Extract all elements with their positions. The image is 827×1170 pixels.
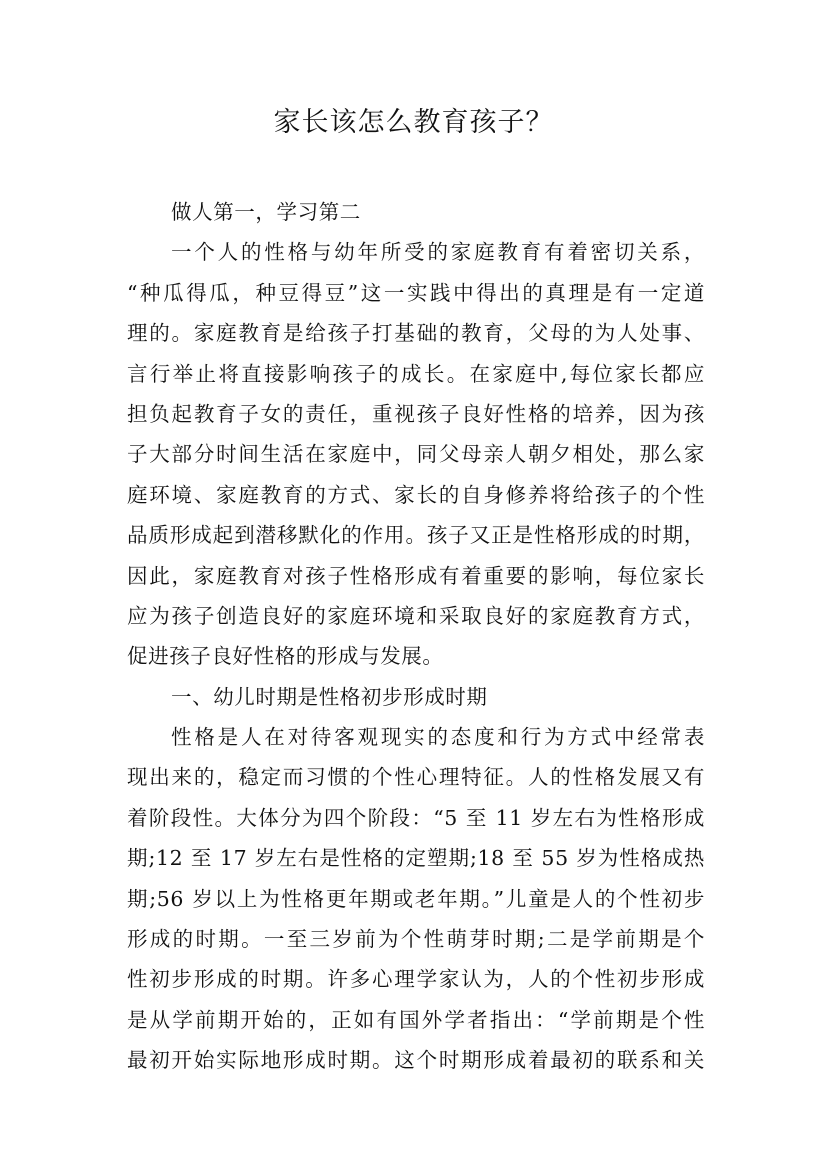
body-line: 应为孩子创造良好的家庭环境和采取良好的家庭教育方式， [127,603,705,628]
body-line: 期;56 岁以上为性格更年期或老年期。”儿童是人的个性初步 [127,886,705,911]
body-line: 最初开始实际地形成时期。这个时期形成着最初的联系和关 [127,1048,705,1073]
body-line: 期;12 至 17 岁左右是性格的定塑期;18 至 55 岁为性格成热 [127,846,705,871]
body-line: “种瓜得瓜，种豆得豆”这一实践中得出的真理是有一定道 [127,280,705,305]
body-line: 一个人的性格与幼年所受的家庭教育有着密切关系， [171,240,705,265]
body-line: 言行举止将直接影响孩子的成长。在家庭中,每位家长都应 [127,361,705,386]
body-line: 一、幼儿时期是性格初步形成时期 [171,684,488,709]
document-body [127,192,705,1081]
body-line: 性格是人在对待客观现实的态度和行为方式中经常表 [171,725,705,750]
document-title: 家长该怎么教育孩子？ [273,107,554,138]
body-line: 担负起教育子女的责任，重视孩子良好性格的培养，因为孩 [127,401,705,426]
body-line: 是从学前期开始的，正如有国外学者指出：“学前期是个性 [127,1007,705,1032]
body-line: 因此，家庭教育对孩子性格形成有着重要的影响，每位家长 [127,563,705,588]
body-line: 现出来的，稳定而习惯的个性心理特征。人的性格发展又有 [127,765,705,790]
body-line: 品质形成起到潜移默化的作用。孩子又正是性格形成的时期， [127,523,705,548]
body-line: 促进孩子良好性格的形成与发展。 [127,644,444,669]
body-line: 性初步形成的时期。许多心理学家认为，人的个性初步形成 [127,967,705,992]
body-line: 形成的时期。一至三岁前为个性萌芽时期;二是学前期是个 [127,927,705,952]
body-line: 做人第一，学习第二 [171,200,361,224]
body-line: 着阶段性。大体分为四个阶段：“5 至 11 岁左右为性格形成 [127,805,705,830]
body-line: 理的。家庭教育是给孩子打基础的教育，父母的为人处事、 [127,321,705,346]
body-line: 子大部分时间生活在家庭中，同父母亲人朝夕相处，那么家 [127,442,705,467]
body-line: 庭环境、家庭教育的方式、家长的自身修养将给孩子的个性 [127,482,705,507]
